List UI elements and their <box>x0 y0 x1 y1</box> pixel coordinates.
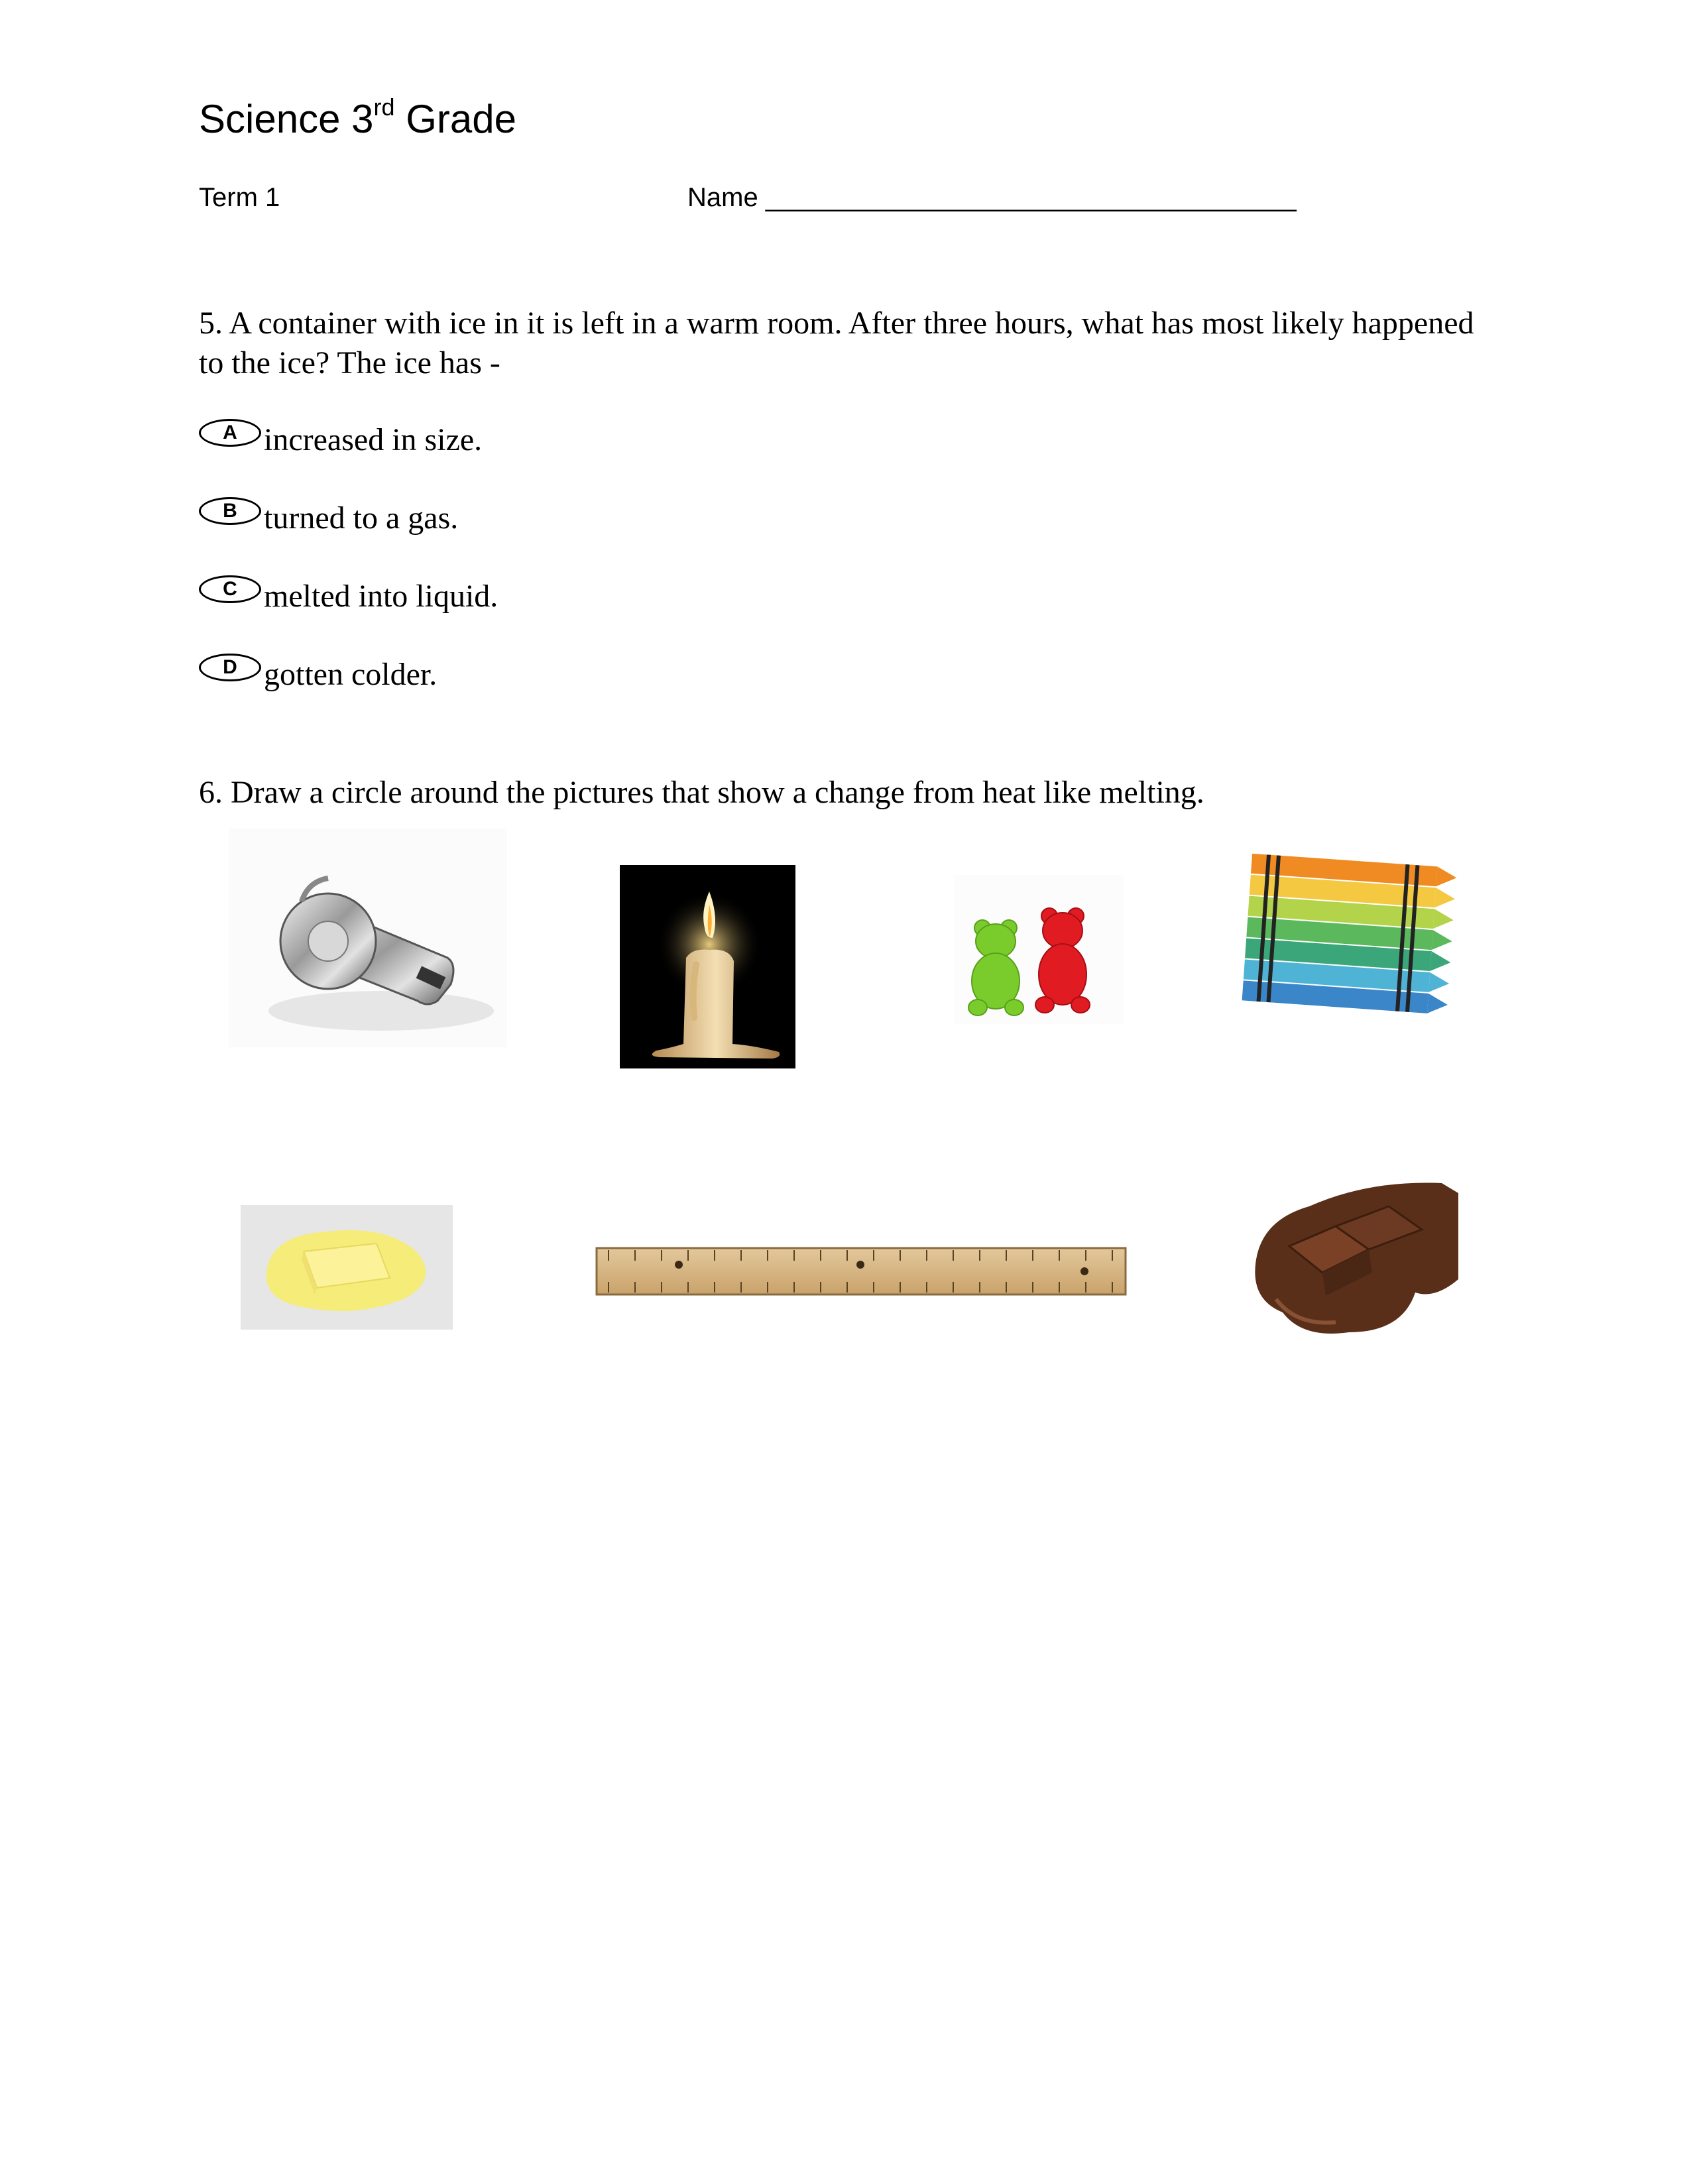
option-a-text: increased in size. <box>264 422 483 457</box>
whistle-image[interactable] <box>229 829 507 1047</box>
answer-bubble-b[interactable]: B <box>199 497 261 525</box>
crayons-image[interactable] <box>1233 847 1458 1039</box>
melted-chocolate-image[interactable] <box>1236 1167 1458 1352</box>
melting-candle-image[interactable] <box>620 865 795 1068</box>
answer-bubble-d[interactable]: D <box>199 654 261 681</box>
option-d[interactable] <box>199 656 437 692</box>
ordinal-suffix: rd <box>373 93 395 121</box>
question-5-text: 5. A container with ice in it is left in a warm room. After three hours, what has most likely happened to the ice? The ice has - <box>199 306 1474 380</box>
term-label: Term 1 <box>199 183 280 212</box>
melting-butter-image[interactable] <box>241 1205 453 1330</box>
option-d-text: gotten colder. <box>264 657 437 692</box>
option-c[interactable] <box>199 578 498 614</box>
option-b-text: turned to a gas. <box>264 500 459 536</box>
answer-bubble-a[interactable]: A <box>199 419 261 447</box>
answer-bubble-c[interactable]: C <box>199 575 261 603</box>
page-title: Science 3rd Grade <box>199 93 516 141</box>
option-b[interactable] <box>199 502 458 534</box>
option-a[interactable] <box>199 424 482 456</box>
question-6-text: 6. Draw a circle around the pictures that show a change from heat like melting. <box>199 775 1204 810</box>
option-c-text: melted into liquid. <box>264 579 498 614</box>
ruler-image[interactable] <box>595 1245 1127 1298</box>
gummy-bears-image[interactable] <box>955 875 1124 1024</box>
name-field[interactable]: Name ____________________________________ <box>687 183 1297 212</box>
